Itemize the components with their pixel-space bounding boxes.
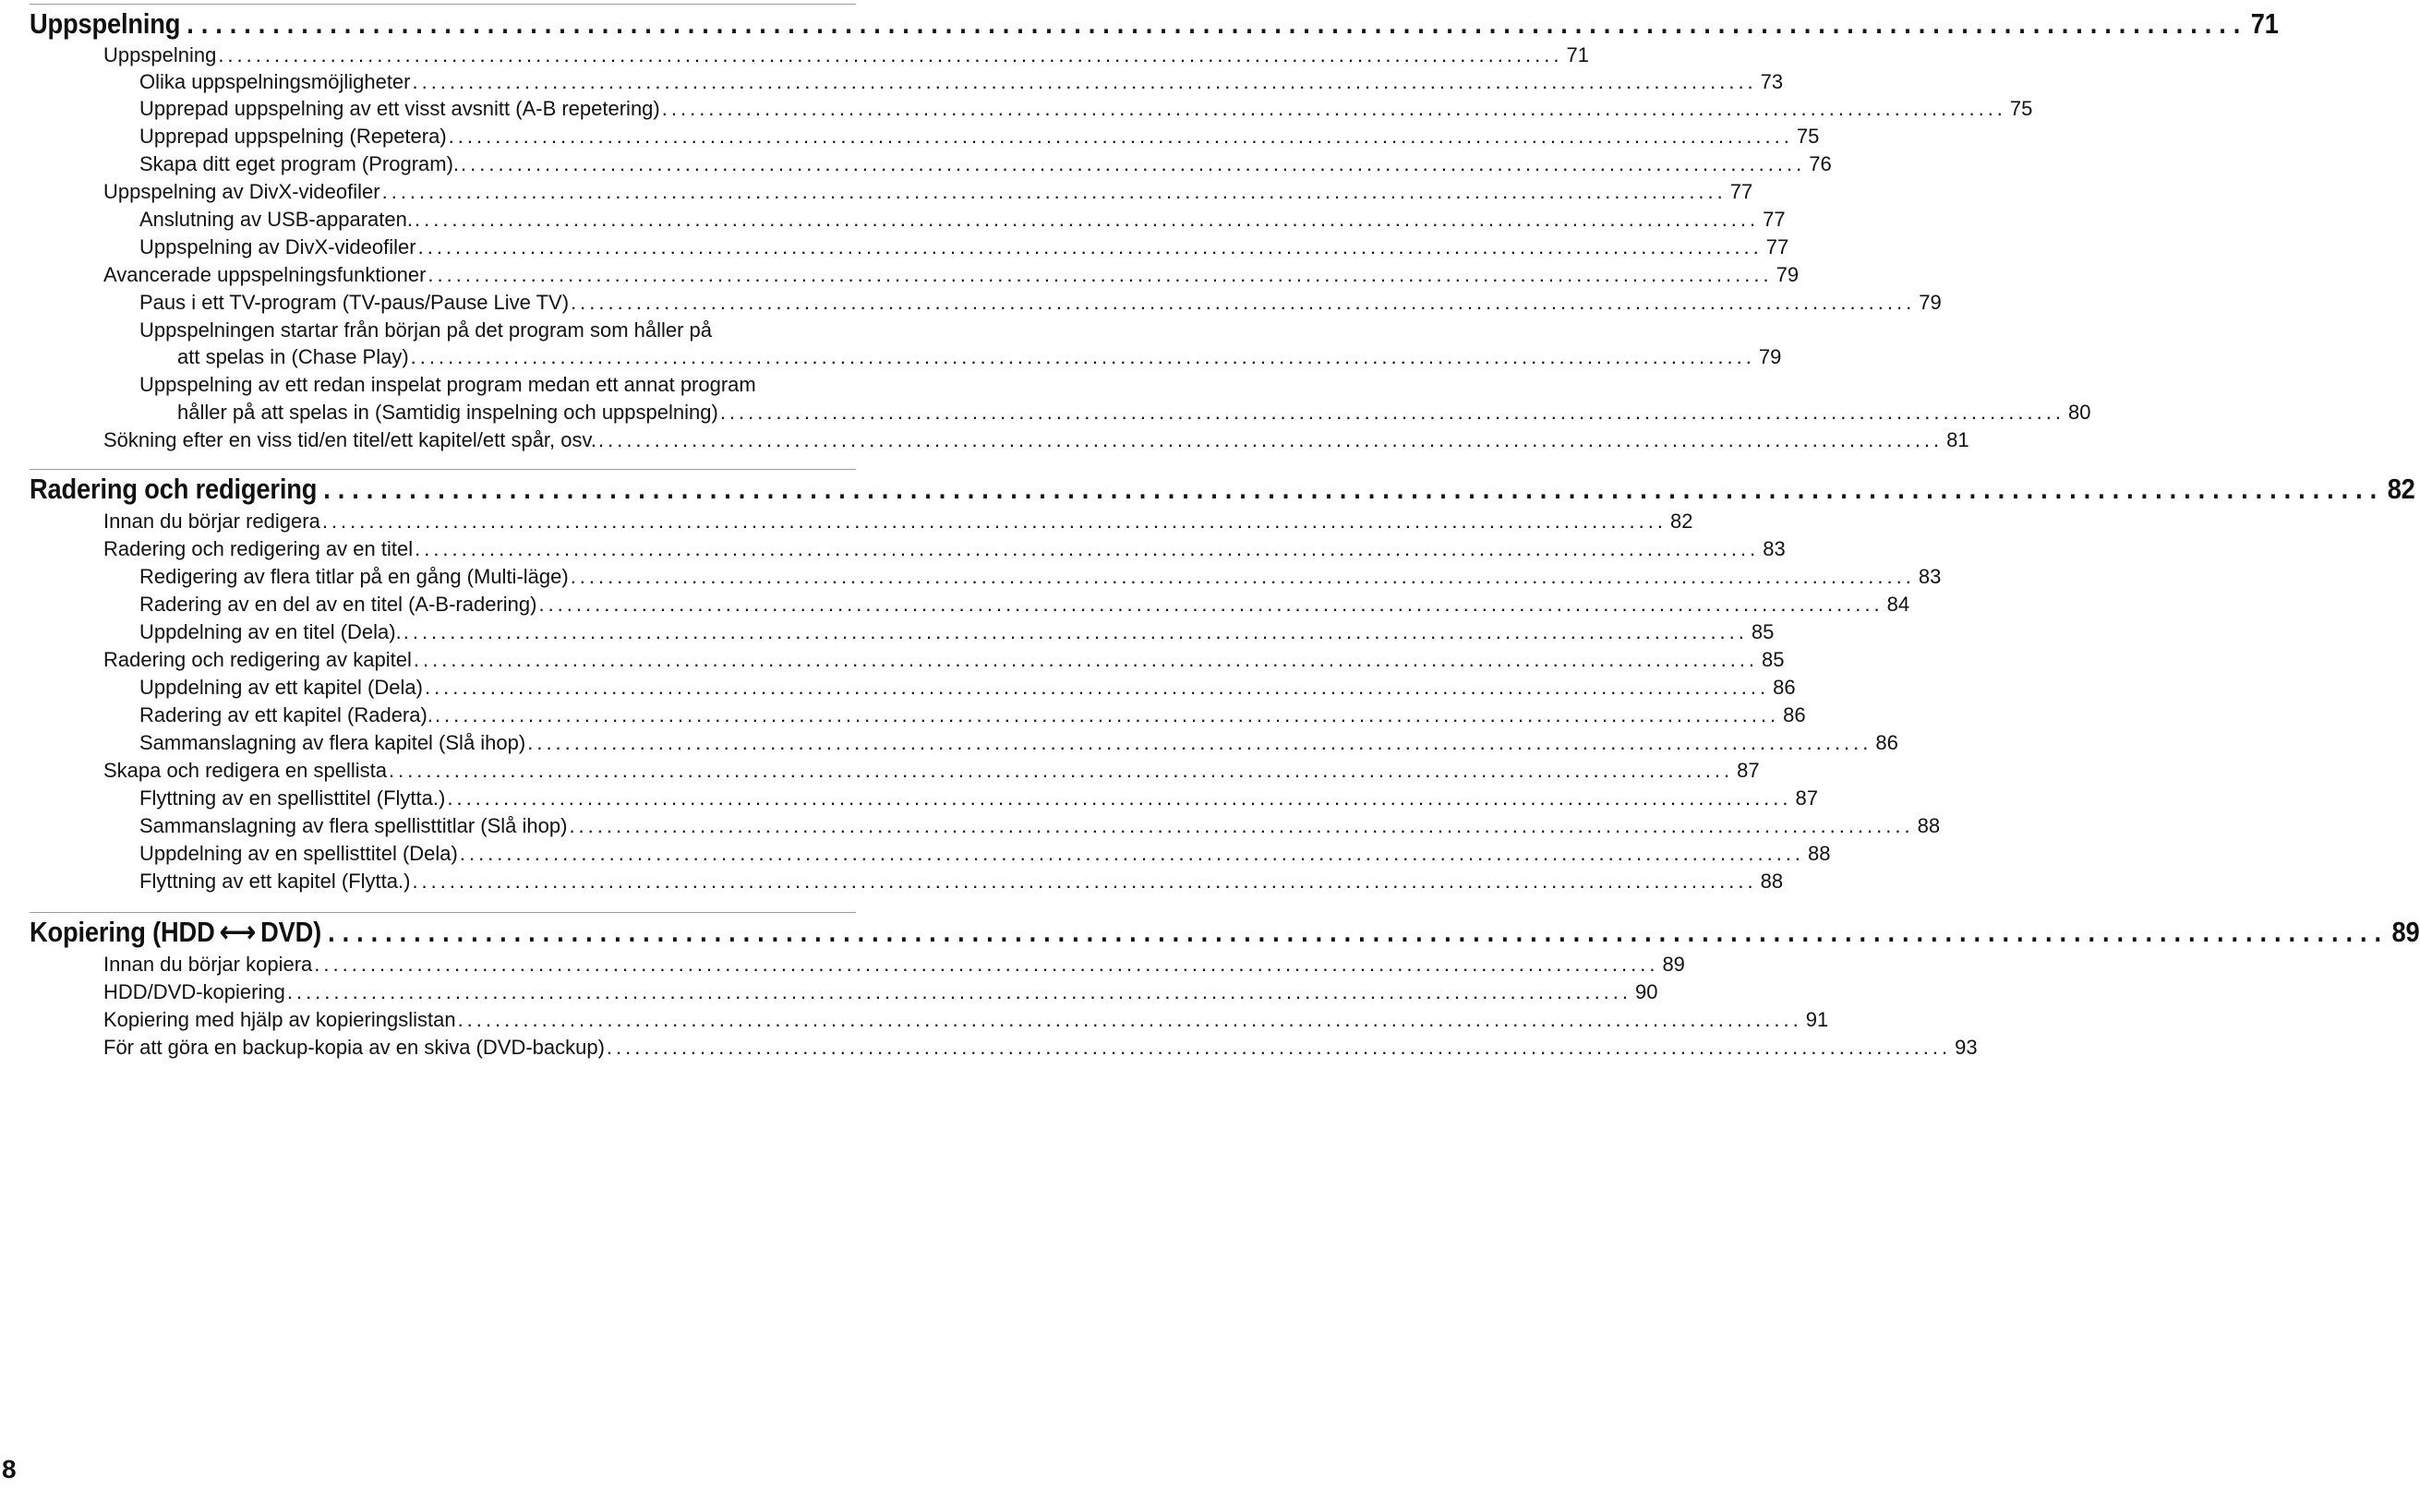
- entry-title: HDD/DVD-kopiering: [103, 980, 285, 1003]
- toc-subentry-first-line[interactable]: Uppspelningen startar från början på det program som håller på: [139, 318, 713, 342]
- toc-subentry[interactable]: [139, 702, 1806, 729]
- dot-leader: ................................................................................................................................................: [286, 980, 1632, 1003]
- section-rule: [30, 469, 856, 470]
- entry-page: 85: [1751, 620, 1775, 643]
- page-number: 8: [2, 1455, 17, 1483]
- toc-subentry[interactable]: [139, 868, 1784, 895]
- entry-page: 88: [1760, 870, 1784, 893]
- entry-page: 86: [1783, 703, 1806, 726]
- dot-leader: ................................................................................................................................................: [412, 70, 1757, 93]
- entry-page: 86: [1875, 731, 1898, 754]
- entry-page: 85: [1762, 648, 1785, 671]
- toc-entry[interactable]: [103, 178, 1753, 206]
- toc-entry[interactable]: [103, 757, 1760, 785]
- toc-heading-kopiering[interactable]: [30, 914, 2420, 951]
- entry-page: 82: [1670, 510, 1693, 533]
- toc-entry[interactable]: [103, 535, 1786, 563]
- entry-title: Uppspelning av DivX-videofiler: [139, 235, 416, 258]
- entry-title: Upprepad uppspelning (Repetera): [139, 125, 447, 148]
- entry-page: 77: [1763, 208, 1786, 231]
- entry-title: Sökning efter en viss tid/en titel/ett kapitel/ett spår, osv.: [103, 428, 596, 451]
- toc-subentry-first-line[interactable]: Uppspelning av ett redan inspelat program medan ett annat program: [139, 373, 756, 396]
- entry-page: 79: [1776, 263, 1800, 286]
- entry-title: Kopiering med hjälp av kopieringslistan: [103, 1008, 456, 1031]
- section-rule: [30, 4, 856, 5]
- dot-leader: ................................................................................................................................................: [424, 676, 1770, 699]
- entry-page: 83: [1763, 537, 1786, 560]
- dot-leader: ................................................................................................................................................: [413, 648, 1759, 671]
- entry-page: 91: [1805, 1008, 1829, 1031]
- toc-subentry[interactable]: [139, 591, 1910, 618]
- toc-subentry[interactable]: [139, 206, 1786, 234]
- heading-title: [30, 914, 321, 951]
- dot-leader: ................................................................................................................................................: [571, 291, 1916, 314]
- entry-page: 71: [1566, 43, 1589, 66]
- entry-title: håller på att spelas in (Samtidig inspelning och uppspelning): [177, 401, 718, 424]
- dot-leader: ................................................................................................................................................: [218, 43, 1563, 66]
- entry-title: Uppspelning av DivX-videofiler: [103, 180, 380, 203]
- toc-subentry[interactable]: [139, 289, 1942, 317]
- toc-subentry[interactable]: [139, 123, 1820, 150]
- heading-page: 71: [2250, 7, 2279, 40]
- dot-leader: ................................................................................................................................................: [414, 208, 1760, 231]
- entry-page: 90: [1635, 980, 1658, 1003]
- entry-title: Redigering av flera titlar på en gång (Multi-läge): [139, 565, 569, 588]
- dot-leader: ................................................................................................................................................: [403, 620, 1748, 643]
- entry-page: 76: [1809, 152, 1832, 175]
- entry-title: Innan du börjar kopiera: [103, 953, 313, 976]
- dot-leader: ................................................................................................................................................: [538, 593, 1884, 616]
- dot-leader: ................................................................................................................................................: [321, 510, 1667, 533]
- entry-title: Paus i ett TV-program (TV-paus/Pause Live TV): [139, 291, 570, 314]
- toc-entry[interactable]: [103, 1006, 1829, 1034]
- dot-leader: ................................................................................................................................................: [427, 263, 1773, 286]
- dot-leader: ................................................................................................................................................: [323, 473, 2385, 505]
- entry-page: 79: [1758, 345, 1782, 368]
- dot-leader: ................................................................................................................................................: [388, 759, 1734, 782]
- double-arrow-icon: ⟷: [219, 916, 256, 948]
- entry-page: 73: [1760, 70, 1784, 93]
- entry-title: Sammanslagning av flera spellisttitlar (Slå ihop): [139, 814, 568, 837]
- dot-leader: ................................................................................................................................................: [527, 731, 1872, 754]
- entry-title: Avancerade uppspelningsfunktioner: [103, 263, 427, 286]
- dot-leader: ................................................................................................................................................: [459, 842, 1805, 865]
- entry-title: att spelas in (Chase Play): [177, 345, 409, 368]
- toc-subentry[interactable]: [139, 618, 1775, 646]
- entry-page: 80: [2067, 401, 2091, 424]
- toc-entry[interactable]: [103, 1034, 1978, 1062]
- entry-title: Radering och redigering av en titel: [103, 537, 414, 560]
- entry-page: 93: [1955, 1036, 1978, 1059]
- entry-title: Radering av en del av en titel (A-B-radering): [139, 593, 537, 616]
- dot-leader: ................................................................................................................................................: [412, 870, 1757, 893]
- entry-page: 79: [1919, 291, 1942, 314]
- entry-title: Flyttning av ett kapitel (Flytta.): [139, 870, 411, 893]
- toc-subentry[interactable]: [139, 68, 1784, 96]
- toc-heading-radering[interactable]: [30, 471, 2415, 508]
- entry-page: 75: [2009, 97, 2033, 120]
- toc-subentry[interactable]: [139, 785, 1818, 812]
- section-rule: [30, 912, 856, 913]
- dot-leader: ................................................................................................................................................: [410, 345, 1755, 368]
- heading-title: Uppspelning: [30, 7, 181, 40]
- dot-leader: ................................................................................................................................................: [448, 125, 1793, 148]
- heading-title-left: Kopiering (HDD: [30, 916, 215, 948]
- entry-title: Radering av ett kapitel (Radera).: [139, 703, 433, 726]
- entry-title: Radering och redigering av kapitel: [103, 648, 412, 671]
- heading-title-right: DVD): [260, 916, 322, 948]
- toc-entry[interactable]: [103, 978, 1658, 1006]
- toc-entry[interactable]: [103, 42, 1589, 69]
- entry-title: För att göra en backup-kopia av en skiva (DVD-backup): [103, 1036, 605, 1059]
- dot-leader: ................................................................................................................................................: [570, 565, 1915, 588]
- dot-leader: ................................................................................................................................................: [417, 235, 1763, 258]
- entry-page: 77: [1765, 235, 1789, 258]
- dot-leader: ................................................................................................................................................: [328, 916, 2390, 948]
- entry-title: Uppspelning: [103, 43, 217, 66]
- dot-leader: ................................................................................................................................................: [719, 401, 2065, 424]
- entry-title: Uppdelning av ett kapitel (Dela): [139, 676, 423, 699]
- toc-subentry-continuation[interactable]: [177, 399, 2091, 426]
- entry-page: 81: [1946, 428, 1969, 451]
- dot-leader: ................................................................................................................................................: [569, 814, 1914, 837]
- entry-page: 75: [1796, 125, 1820, 148]
- dot-leader: ................................................................................................................................................: [447, 786, 1792, 810]
- dot-leader: ................................................................................................................................................: [661, 97, 2006, 120]
- entry-title: Anslutning av USB-apparaten.: [139, 208, 413, 231]
- entry-page: 87: [1795, 786, 1818, 810]
- toc-entry[interactable]: [103, 951, 1685, 978]
- entry-title: Skapa ditt eget program (Program).: [139, 152, 460, 175]
- dot-leader: ................................................................................................................................................: [434, 703, 1780, 726]
- toc-entry[interactable]: [103, 261, 1800, 289]
- toc-entry[interactable]: [103, 508, 1693, 535]
- entry-title: Uppdelning av en spellisttitel (Dela): [139, 842, 458, 865]
- toc-subentry[interactable]: [139, 95, 2033, 123]
- dot-leader: ................................................................................................................................................: [606, 1036, 1952, 1059]
- dot-leader: ................................................................................................................................................: [314, 953, 1659, 976]
- entry-title: Sammanslagning av flera kapitel (Slå ihop): [139, 731, 526, 754]
- entry-title: Innan du börjar redigera: [103, 510, 320, 533]
- toc-subentry[interactable]: [139, 812, 1941, 840]
- toc-subentry[interactable]: [139, 150, 1832, 178]
- dot-leader: ................................................................................................................................................: [187, 7, 2248, 40]
- heading-page: 89: [2391, 916, 2420, 948]
- entry-page: 87: [1737, 759, 1760, 782]
- toc-subentry[interactable]: [139, 729, 1898, 757]
- toc-subentry[interactable]: [139, 840, 1831, 868]
- toc-subentry[interactable]: [139, 234, 1789, 261]
- dot-leader: ................................................................................................................................................: [461, 152, 1806, 175]
- entry-page: 83: [1918, 565, 1942, 588]
- entry-title: Flyttning av en spellisttitel (Flytta.): [139, 786, 446, 810]
- entry-title: Upprepad uppspelning av ett visst avsnitt (A-B repetering): [139, 97, 660, 120]
- entry-page: 86: [1773, 676, 1796, 699]
- entry-title: Uppdelning av en titel (Dela).: [139, 620, 402, 643]
- entry-title: Skapa och redigera en spellista: [103, 759, 387, 782]
- toc-subentry[interactable]: [139, 563, 1942, 591]
- heading-page: 82: [2387, 473, 2415, 505]
- dot-leader: ................................................................................................................................................: [457, 1008, 1802, 1031]
- entry-page: 84: [1886, 593, 1910, 616]
- toc-subentry-continuation[interactable]: [177, 343, 1782, 371]
- toc-entry[interactable]: [103, 426, 1969, 454]
- toc-entry[interactable]: [103, 646, 1785, 674]
- entry-page: 88: [1917, 814, 1941, 837]
- dot-leader: ................................................................................................................................................: [597, 428, 1944, 451]
- dot-leader: ................................................................................................................................................: [415, 537, 1760, 560]
- entry-page: 77: [1729, 180, 1753, 203]
- toc-subentry[interactable]: [139, 674, 1796, 702]
- dot-leader: ................................................................................................................................................: [381, 180, 1727, 203]
- toc-heading-uppspelning[interactable]: [30, 6, 2279, 42]
- entry-page: 88: [1808, 842, 1831, 865]
- entry-title: Olika uppspelningsmöjligheter: [139, 70, 411, 93]
- entry-page: 89: [1662, 953, 1685, 976]
- heading-title: Radering och redigering: [30, 473, 318, 505]
